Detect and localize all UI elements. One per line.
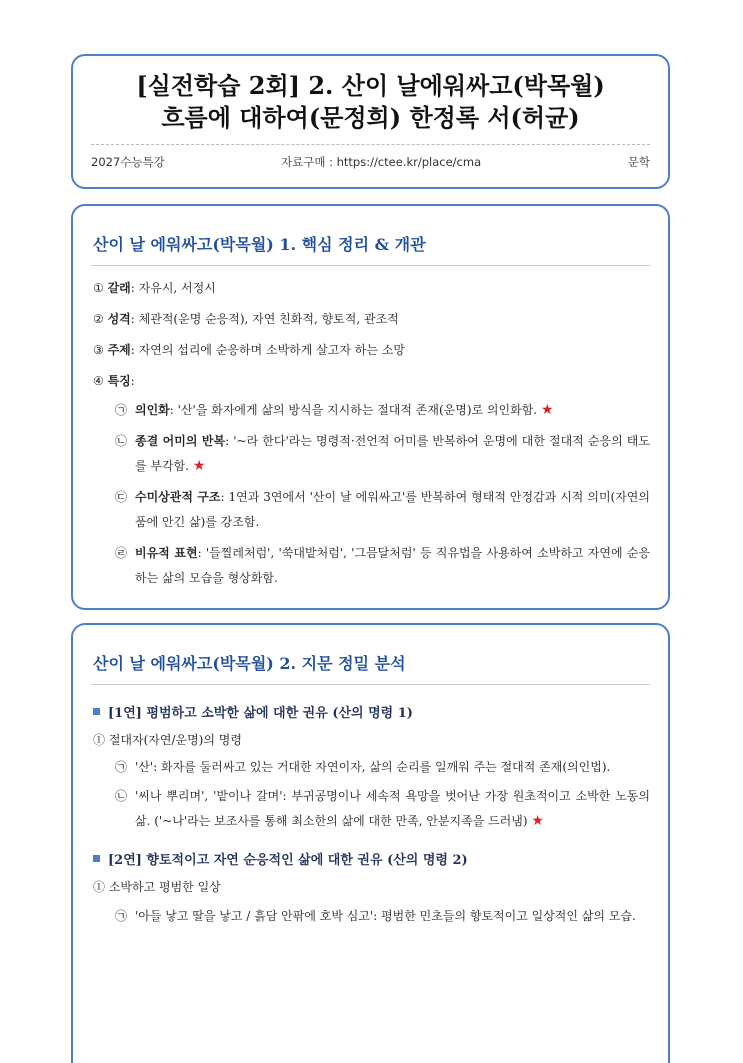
document-title bbox=[73, 70, 668, 134]
star-icon: ★ bbox=[540, 402, 554, 418]
stanza-1-point: ① 절대자(자연/운명)의 명령 bbox=[93, 733, 242, 747]
stanza-1-sub-2: ㉡ '씨나 뿌리며', '밭이나 갈며': 부귀공명이나 세속적 욕망을 벗어난 가장 원초적이고 소박한 노동의 삶. ('~나'라는 보조사를 통해 최소한의 삶에 대한 만족, 안분지족을 드러냄) ★ bbox=[115, 789, 650, 829]
feature-circular-structure: ㉢ 수미상관적 구조: 1연과 3연에서 '산이 날 에워싸고'를 반복하여 형태적 안정감과 시적 의미(자연의 품에 안긴 삶)를 강조함. bbox=[115, 490, 650, 529]
item-features: ④ 특징: bbox=[93, 374, 135, 388]
item-character: ② 성격: 체관적(운명 순응적), 자연 친화적, 향토적, 관조적 bbox=[93, 312, 399, 326]
subject-label: 문학 bbox=[627, 155, 650, 169]
section-2-body bbox=[93, 695, 650, 929]
title-line-2: 흐름에 대하여(문정희) 한정록 서(허균) bbox=[161, 103, 580, 132]
section-1-divider bbox=[91, 265, 650, 266]
square-bullet-icon bbox=[93, 855, 100, 862]
feature-figurative: ㉣ 비유적 표현: '들찔레처럼', '쑥대밭처럼', '그믐달처럼' 등 직유법을 사용하여 소박하고 자연에 순응하는 삶의 모습을 형상화함. bbox=[115, 546, 650, 585]
section-1-body bbox=[93, 276, 650, 591]
square-bullet-icon bbox=[93, 708, 100, 715]
stanza-1-sub-1: ㉠ '산': 화자를 둘러싸고 있는 거대한 자연이자, 삶의 순리를 일깨워 주는 절대적 존재(의인법). bbox=[115, 760, 611, 774]
section-2-divider bbox=[91, 684, 650, 685]
star-icon: ★ bbox=[192, 458, 206, 474]
item-genre: ① 갈래: 자유시, 서정시 bbox=[93, 281, 216, 295]
section-1-box bbox=[71, 204, 670, 610]
section-2-box bbox=[71, 623, 670, 1063]
course-name: 2027수능특강 bbox=[91, 155, 165, 169]
purchase-link[interactable]: 자료구매 : https://ctee.kr/place/cma bbox=[281, 155, 482, 169]
stanza-1-heading: [1연] 평범하고 소박한 삶에 대한 권유 (산의 명령 1) bbox=[93, 701, 650, 726]
section-2-title: 산이 날 에워싸고(박목월) 2. 지문 정밀 분석 bbox=[93, 654, 406, 673]
feature-personification: ㉠ 의인화: '산'을 화자에게 삶의 방식을 지시하는 절대적 존재(운명)로 의인화함. ★ bbox=[115, 402, 554, 418]
feature-ending-repetition: ㉡ 종결 어미의 반복: '~라 한다'라는 명령적·전언적 어미를 반복하여 운명에 대한 절대적 순응의 태도를 부각함. ★ bbox=[115, 434, 650, 474]
stanza-2-heading: [2연] 향토적이고 자연 순응적인 삶에 대한 권유 (산의 명령 2) bbox=[93, 848, 650, 873]
section-1-title: 산이 날 에워싸고(박목월) 1. 핵심 정리 & 개관 bbox=[93, 235, 426, 254]
title-line-1: [실전학습 2회] 2. 산이 날에워싸고(박목월) bbox=[136, 71, 605, 100]
item-theme: ③ 주제: 자연의 섭리에 순응하며 소박하게 살고자 하는 소망 bbox=[93, 343, 405, 357]
star-icon: ★ bbox=[531, 813, 544, 829]
stanza-2-point: ① 소박하고 평범한 일상 bbox=[93, 880, 221, 894]
stanza-2-sub-1: ㉠ '아들 낳고 딸을 낳고 / 흙담 안팎에 호박 심고': 평범한 민초들의 향토적이고 일상적인 삶의 모습. bbox=[115, 909, 636, 923]
header-divider bbox=[91, 144, 650, 145]
header-box bbox=[71, 54, 670, 189]
